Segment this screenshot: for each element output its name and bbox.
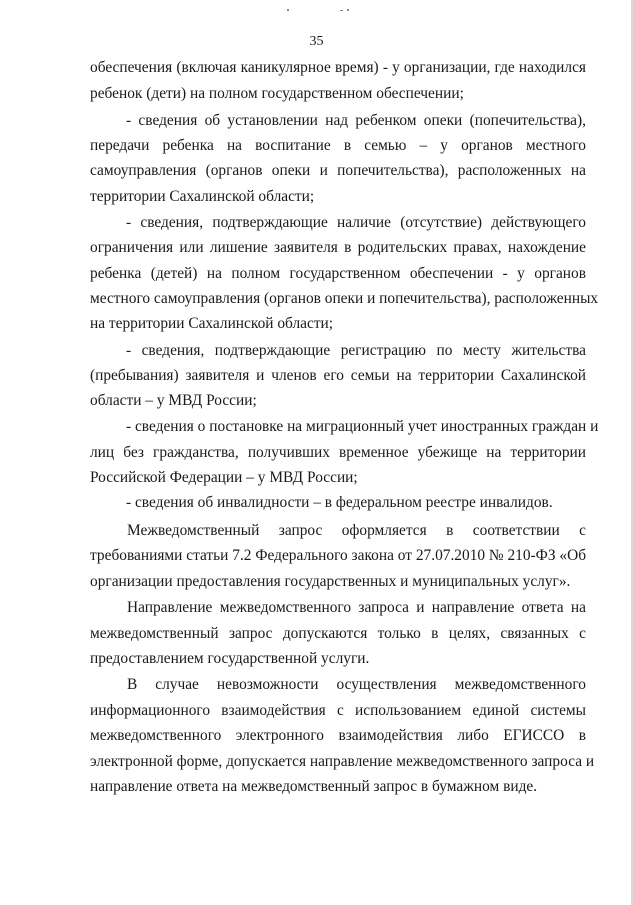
text-line: области – у МВД России; [90, 392, 257, 409]
text-line: Российской Федерации – у МВД России; [90, 469, 358, 486]
page-number: 35 [309, 34, 324, 49]
scan-speck [340, 10, 343, 11]
text-line: - сведения, подтверждающие регистрацию по месту жительства [126, 342, 586, 359]
scan-speck [287, 9, 289, 11]
text-line: организации предоставления государственных и муниципальных услуг». [90, 573, 571, 590]
text-line: ограничения или лишение заявителя в родительских правах, нахождение [90, 239, 586, 256]
text-line: лиц без гражданства, получивших временное убежище на территории [90, 444, 586, 461]
text-line: - сведения о постановке на миграционный учет иностранных граждан и [126, 418, 599, 435]
text-line: межведомственного электронного взаимодействия либо ЕГИССО в [90, 727, 586, 744]
text-line: Межведомственный запрос оформляется в соответствии с [127, 522, 586, 539]
text-line: информационного взаимодействия с использованием единой системы [90, 702, 586, 719]
text-line: обеспечения (включая каникулярное время) - у организации, где находился [90, 59, 586, 76]
text-line: местного самоуправления (органов опеки и попечительства), расположенных [90, 290, 599, 307]
text-line: на территории Сахалинской области; [90, 315, 334, 332]
text-line: предоставлением государственной услуги. [90, 650, 370, 667]
text-line: межведомственный запрос допускаются только в целях, связанных с [90, 625, 586, 642]
text-line: передачи ребенка на воспитание в семью – у органов местного [90, 137, 586, 154]
text-line: самоуправления (органов опеки и попечительства), расположенных на [90, 162, 586, 179]
text-line: требованиями статьи 7.2 Федерального закона от 27.07.2010 № 210-ФЗ «Об [90, 547, 587, 564]
text-line: - сведения об установлении над ребенком опеки (попечительства), [126, 112, 586, 129]
text-line: Направление межведомственного запроса и направление ответа на [127, 599, 586, 616]
text-line: ребенка (детей) на полном государственном обеспечении - у органов [90, 265, 586, 282]
text-line: - сведения об инвалидности – в федеральном реестре инвалидов. [126, 494, 553, 511]
text-line: В случае невозможности осуществления межведомственного [127, 676, 586, 693]
text-line: ребенок (дети) на полном государственном обеспечении; [90, 85, 464, 102]
text-line: (пребывания) заявителя и членов его семьи на территории Сахалинской [90, 367, 586, 384]
text-line: направление ответа на межведомственный запрос в бумажном виде. [90, 778, 538, 795]
text-line: электронной форме, допускается направление межведомственного запроса и [90, 753, 595, 770]
scan-speck [347, 9, 349, 11]
text-line: - сведения, подтверждающие наличие (отсутствие) действующего [126, 214, 586, 231]
text-line: территории Сахалинской области; [90, 188, 315, 205]
